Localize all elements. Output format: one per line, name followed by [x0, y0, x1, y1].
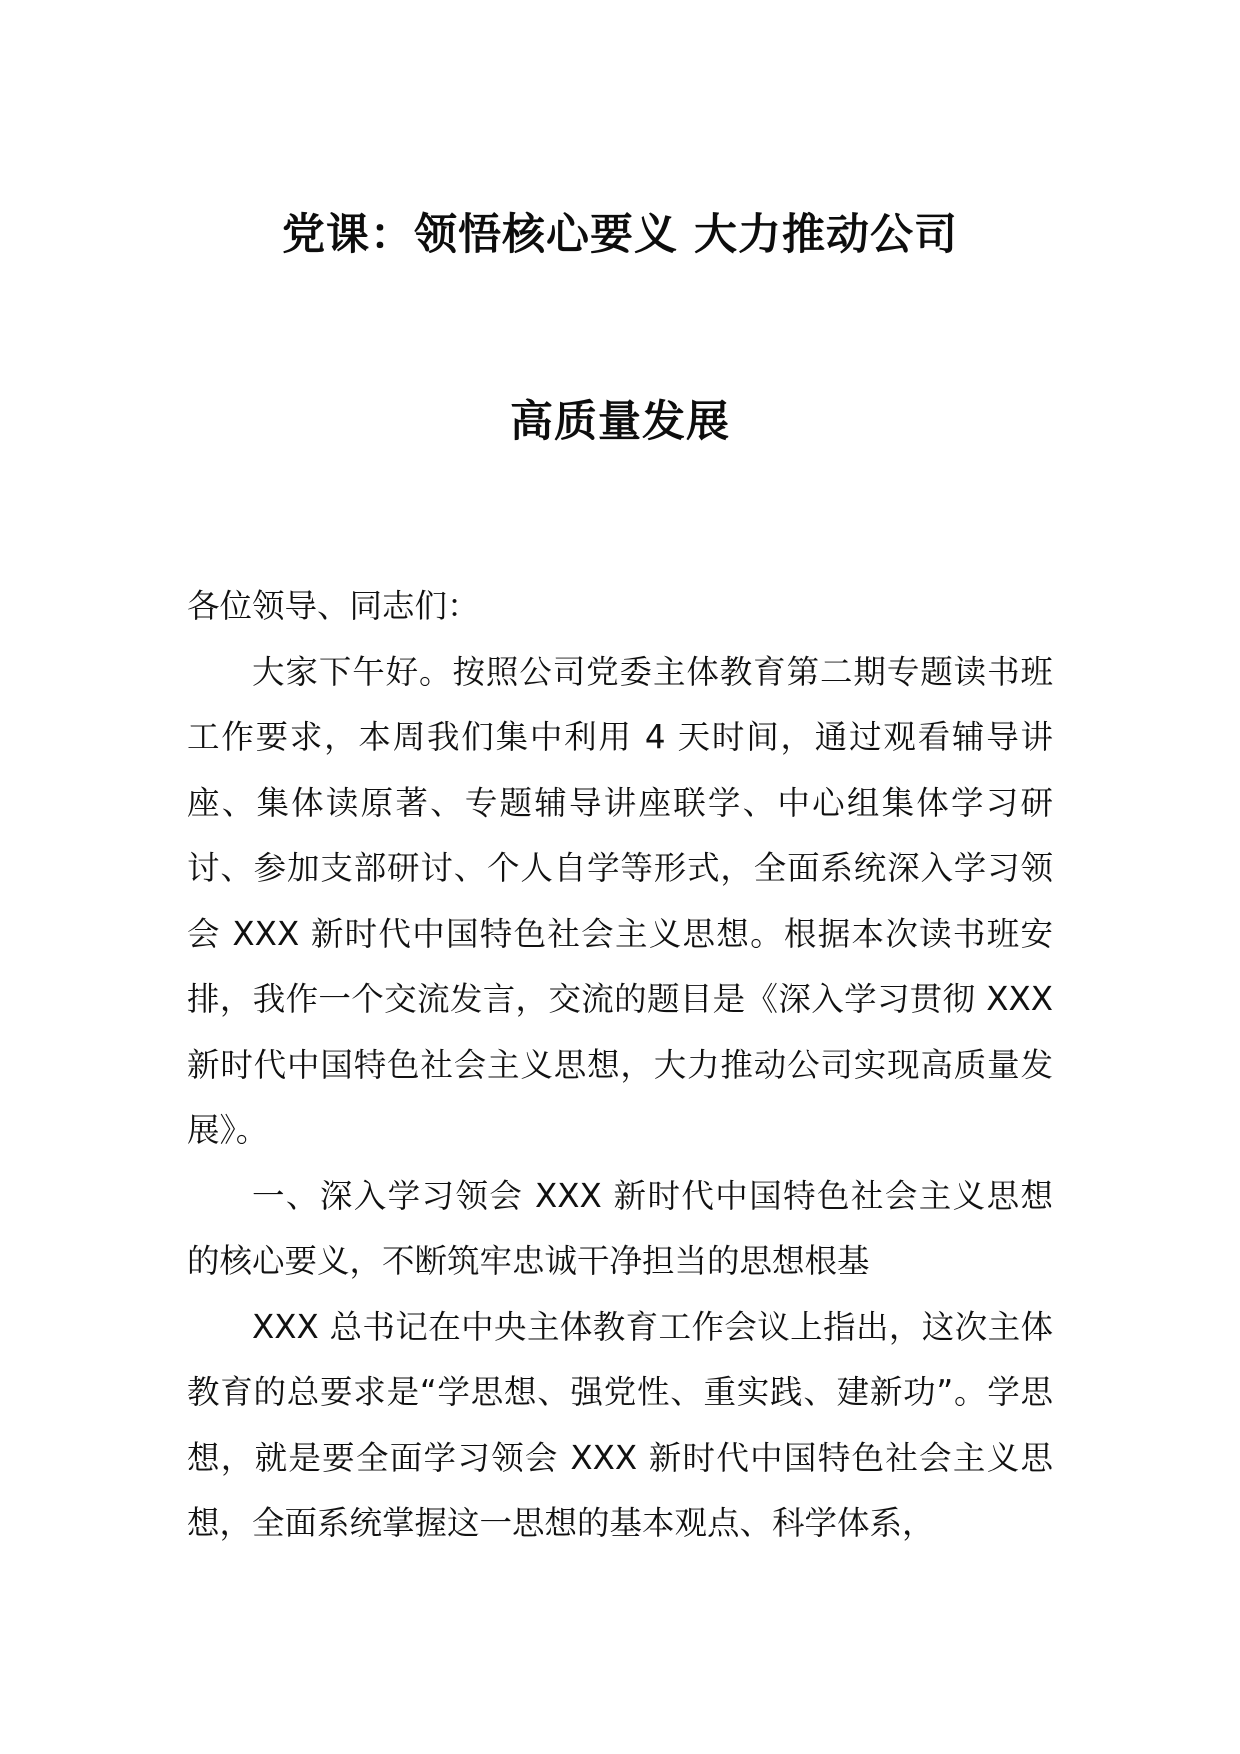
- document-title-line-2: 高质量发展: [510, 397, 730, 447]
- document-title-line-1: 党课：领悟核心要义 大力推动公司: [282, 210, 958, 260]
- paragraph-greeting: 大家下午好。按照公司党委主体教育第二期专题读书班工作要求，本周我们集中利用 4 天时间，通过观看辅导讲座、集体读原著、专题辅导讲座联学、中心组集体学习研讨、参加支部研讨、个人自学等形式，全面系统深入学习领会 XXX 新时代中国特色社会主义思想。根据本次读书班安排，我作一个交流发言，交流的题目是《深入学习贯彻 XXX 新时代中国特色社会主义思想，大力推动公司实现高质量发展》。: [187, 652, 1053, 1149]
- paragraph-section-1: XXX 总书记在中央主体教育工作会议上指出，这次主体教育的总要求是“学思想、强党性、重实践、建新功”。学思想，就是要全面学习领会 XXX 新时代中国特色社会主义思想，全面系统掌握这一思想的基本观点、科学体系，: [187, 1307, 1053, 1542]
- document-body: [187, 574, 1053, 1557]
- salutation: 各位领导、同志们：: [187, 587, 480, 625]
- section-heading-1: 一、深入学习领会 XXX 新时代中国特色社会主义思想的核心要义，不断筑牢忠诚干净担当的思想根基: [187, 1176, 1053, 1280]
